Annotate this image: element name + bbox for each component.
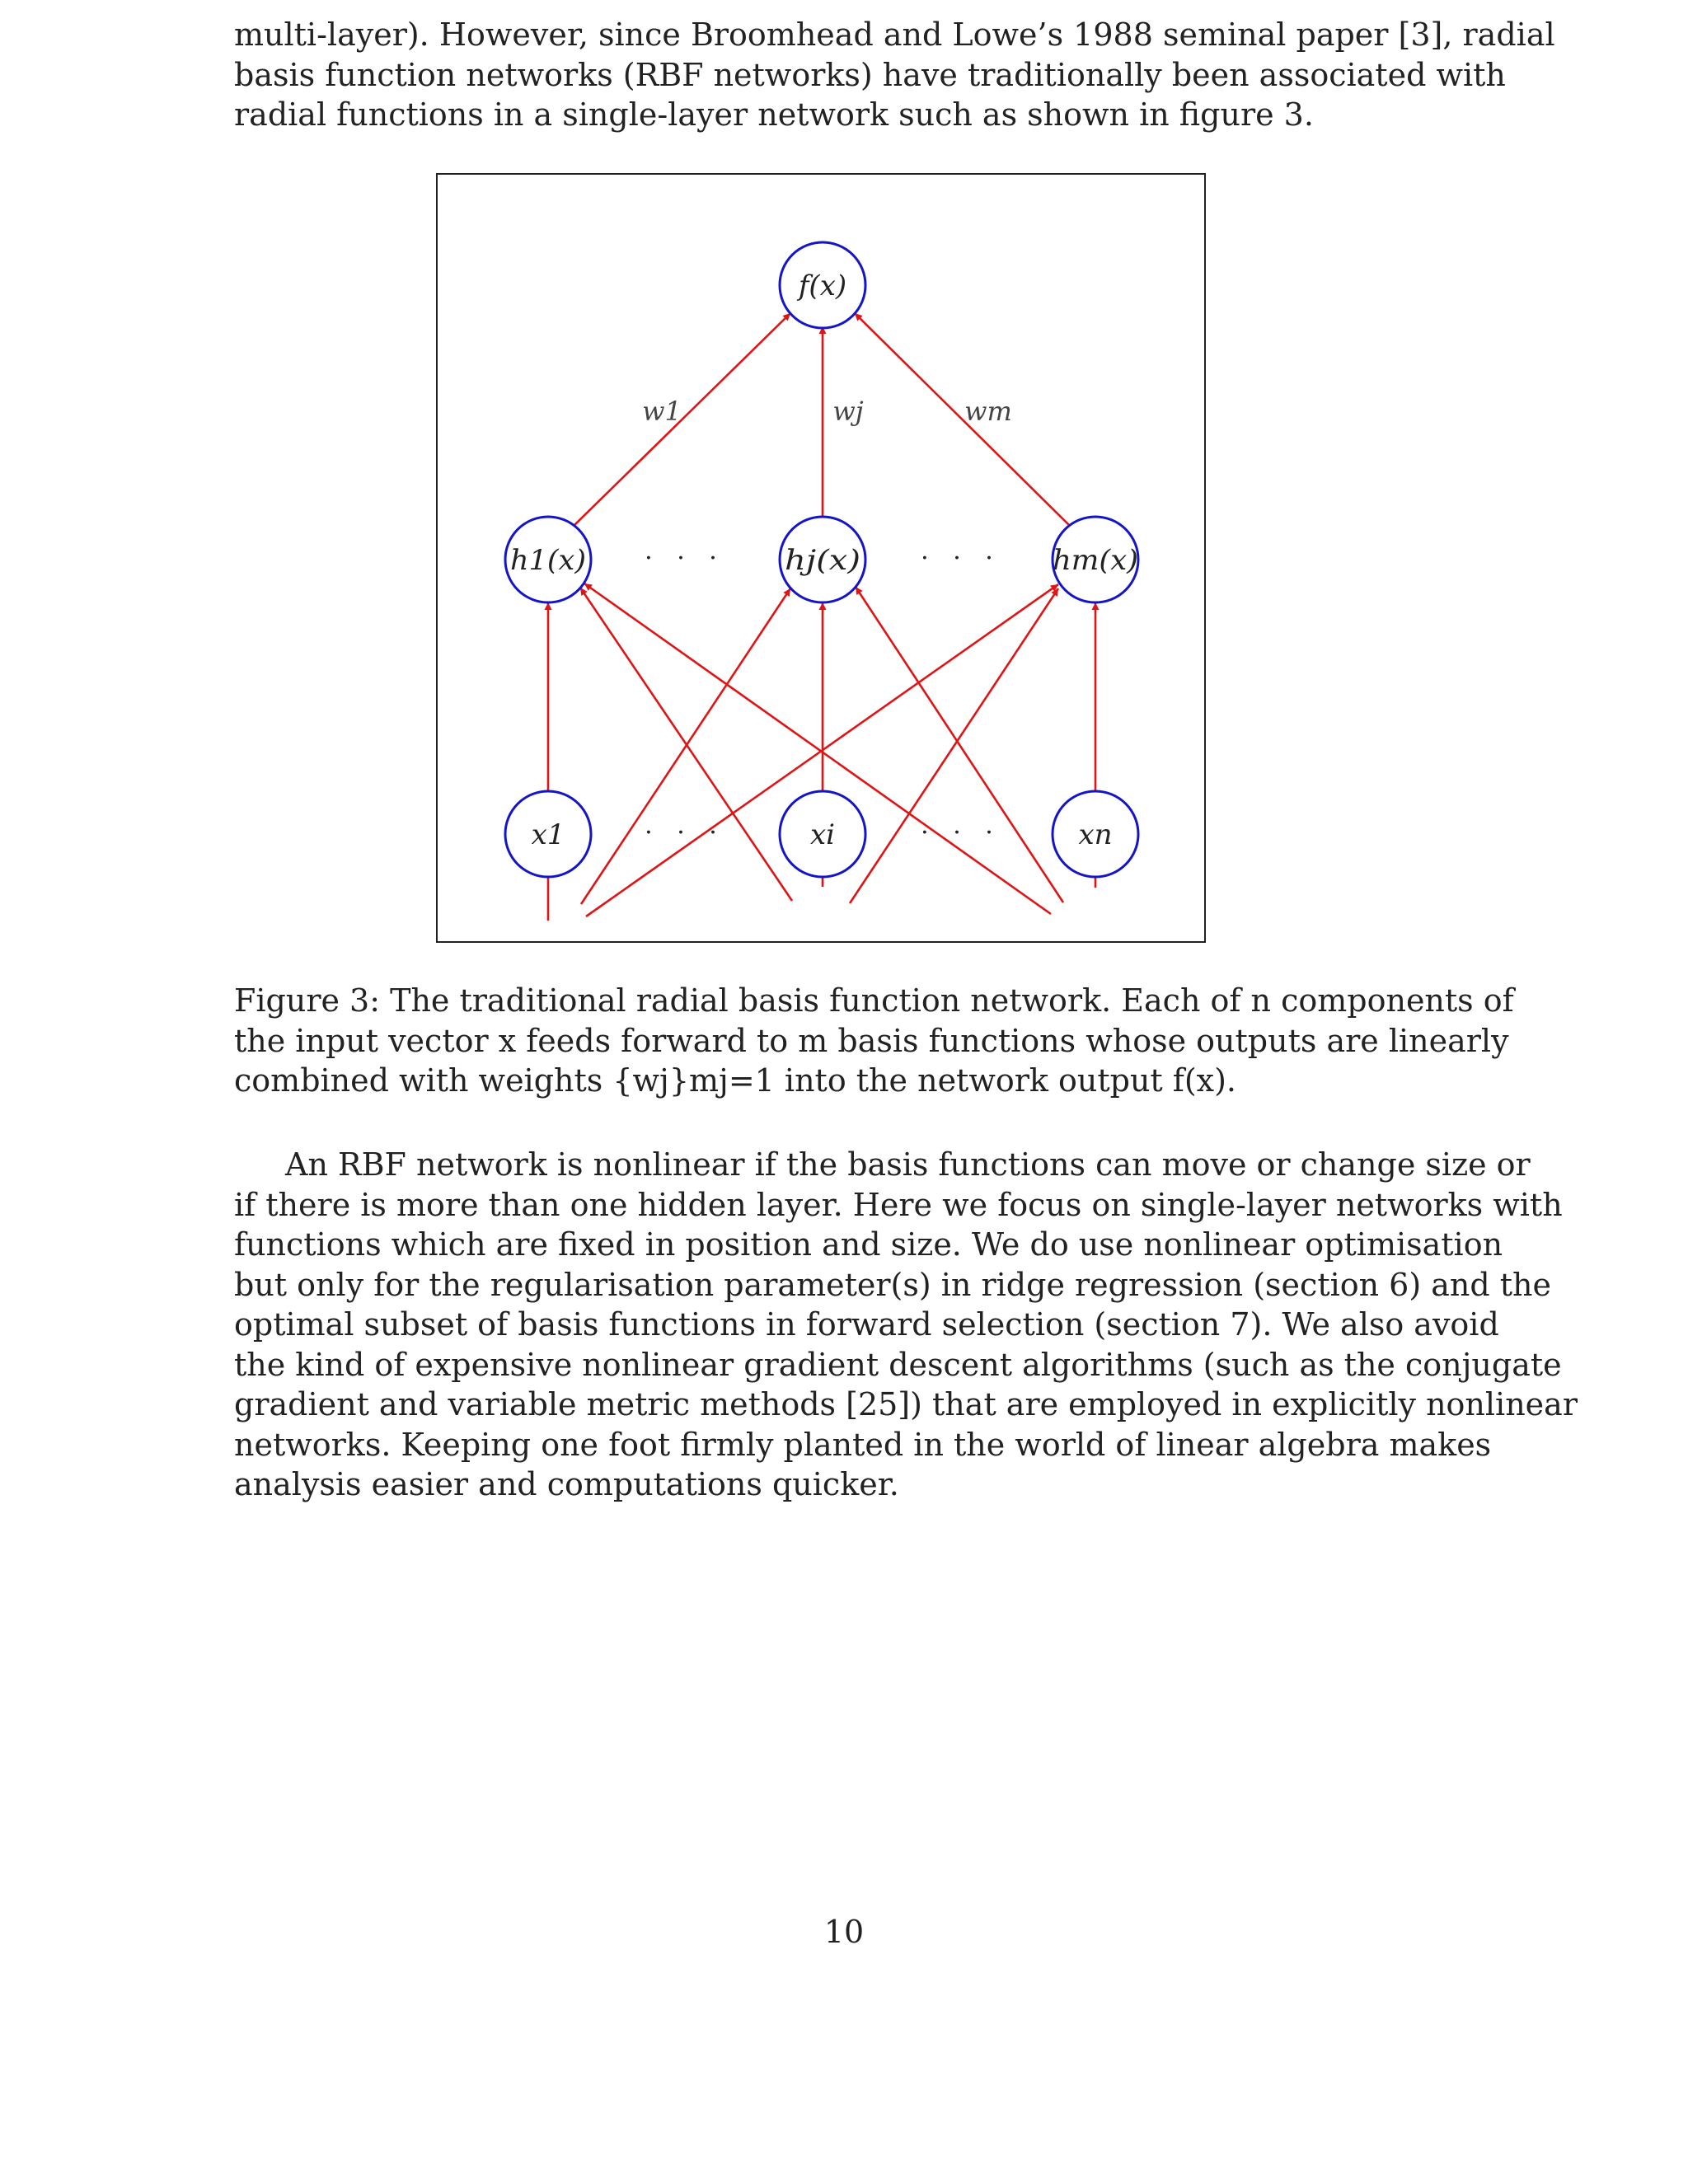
text-line: but only for the regularisation parameter(s) in ridge regression (section 6) and the xyxy=(234,1266,1552,1303)
text-line: if there is more than one hidden layer. Here we focus on single-layer networks with xyxy=(234,1186,1563,1223)
text-line: analysis easier and computations quicker. xyxy=(234,1466,899,1502)
hidden-ellipsis-right: · · · xyxy=(921,544,1001,573)
text-line: An RBF network is nonlinear if the basis functions can move or change size or xyxy=(285,1146,1531,1183)
input-node-n-label: xn xyxy=(1078,818,1113,851)
weight-label-1: w1 xyxy=(642,396,682,427)
hidden-ellipsis-left: · · · xyxy=(645,544,725,573)
hidden-node-m-label: hm(x) xyxy=(1053,544,1138,577)
input-ellipsis-right: · · · xyxy=(921,818,1001,847)
figure-3-rbf-network xyxy=(436,173,1206,943)
edge-xn-hj xyxy=(856,587,1063,902)
input-node-i-label: xi xyxy=(809,818,836,851)
edge-h1-f xyxy=(574,313,790,526)
text-line: radial functions in a single-layer network such as shown in figure 3. xyxy=(234,96,1314,133)
input-ellipsis-left: · · · xyxy=(645,818,725,847)
text-line: Figure 3: The traditional radial basis function network. Each of n components of xyxy=(234,982,1514,1019)
input-node-1-label: x1 xyxy=(531,818,565,851)
text-line: multi-layer). However, since Broomhead and Lowe’s 1988 seminal paper [3], radial xyxy=(234,16,1555,53)
edge-xi-hm xyxy=(850,588,1058,903)
weight-label-j: wj xyxy=(832,396,864,427)
edge-hm-f xyxy=(855,313,1070,526)
page-number: 10 xyxy=(823,1914,865,1950)
hidden-node-j-label: hj(x) xyxy=(785,544,860,577)
text-line: the kind of expensive nonlinear gradient descent algorithms (such as the conjugate xyxy=(234,1346,1562,1383)
text-line: networks. Keeping one foot firmly planted in the world of linear algebra makes xyxy=(234,1426,1492,1463)
text-line: functions which are fixed in position and size. We do use nonlinear optimisation xyxy=(234,1226,1503,1263)
text-line: optimal subset of basis functions in forward selection (section 7). We also avoid xyxy=(234,1306,1499,1343)
text-line: basis function networks (RBF networks) have traditionally been associated with xyxy=(234,56,1506,93)
text-line: the input vector x feeds forward to m basis functions whose outputs are linearly xyxy=(234,1022,1509,1059)
hidden-node-1-label: h1(x) xyxy=(510,544,586,577)
network-diagram xyxy=(438,175,1204,941)
figure-caption xyxy=(234,981,1514,1101)
weight-label-m: wm xyxy=(964,396,1012,427)
text-line: gradient and variable metric methods [25]) that are employed in explicitly nonlinear xyxy=(234,1386,1578,1422)
intro-paragraph xyxy=(234,15,1555,135)
output-node-label: f(x) xyxy=(798,269,847,302)
body-paragraph xyxy=(234,1145,1578,1505)
text-line: combined with weights {wj}mj=1 into the network output f(x). xyxy=(234,1062,1236,1099)
